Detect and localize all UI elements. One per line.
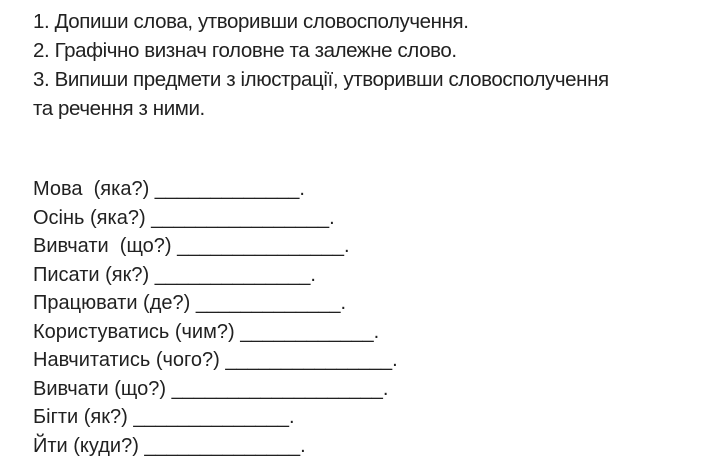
instruction-item: 3. Випиши предмети з ілюстрації, утворивши словосполучення та речення з ними.: [33, 68, 615, 120]
exercise-line: Навчитатись (чого?) _______________.: [33, 349, 398, 371]
exercise-line: Бігти (як?) ______________.: [33, 406, 295, 428]
exercise-line: Осінь (яка?) ________________.: [33, 206, 335, 229]
exercise-line: Вивчати (що?) _______________.: [33, 235, 350, 257]
instructions-block: [33, 7, 623, 123]
exercise-lines: [33, 175, 690, 460]
instruction-item: 1. Допиши слова, утворивши словосполучення.: [33, 10, 469, 33]
exercise-line: Вивчати (що?) ___________________.: [33, 377, 389, 400]
exercise-line: Писати (як?) ______________.: [33, 263, 316, 286]
exercise-line: Мова (яка?) _____________.: [33, 178, 305, 200]
exercise-line: Працювати (де?) _____________.: [33, 292, 346, 314]
exercise-line: Користуватись (чим?) ____________.: [33, 320, 380, 343]
exercise-line: Йти (куди?) ______________.: [33, 434, 306, 457]
instruction-item: 2. Графічно визнач головне та залежне слово.: [33, 39, 457, 62]
